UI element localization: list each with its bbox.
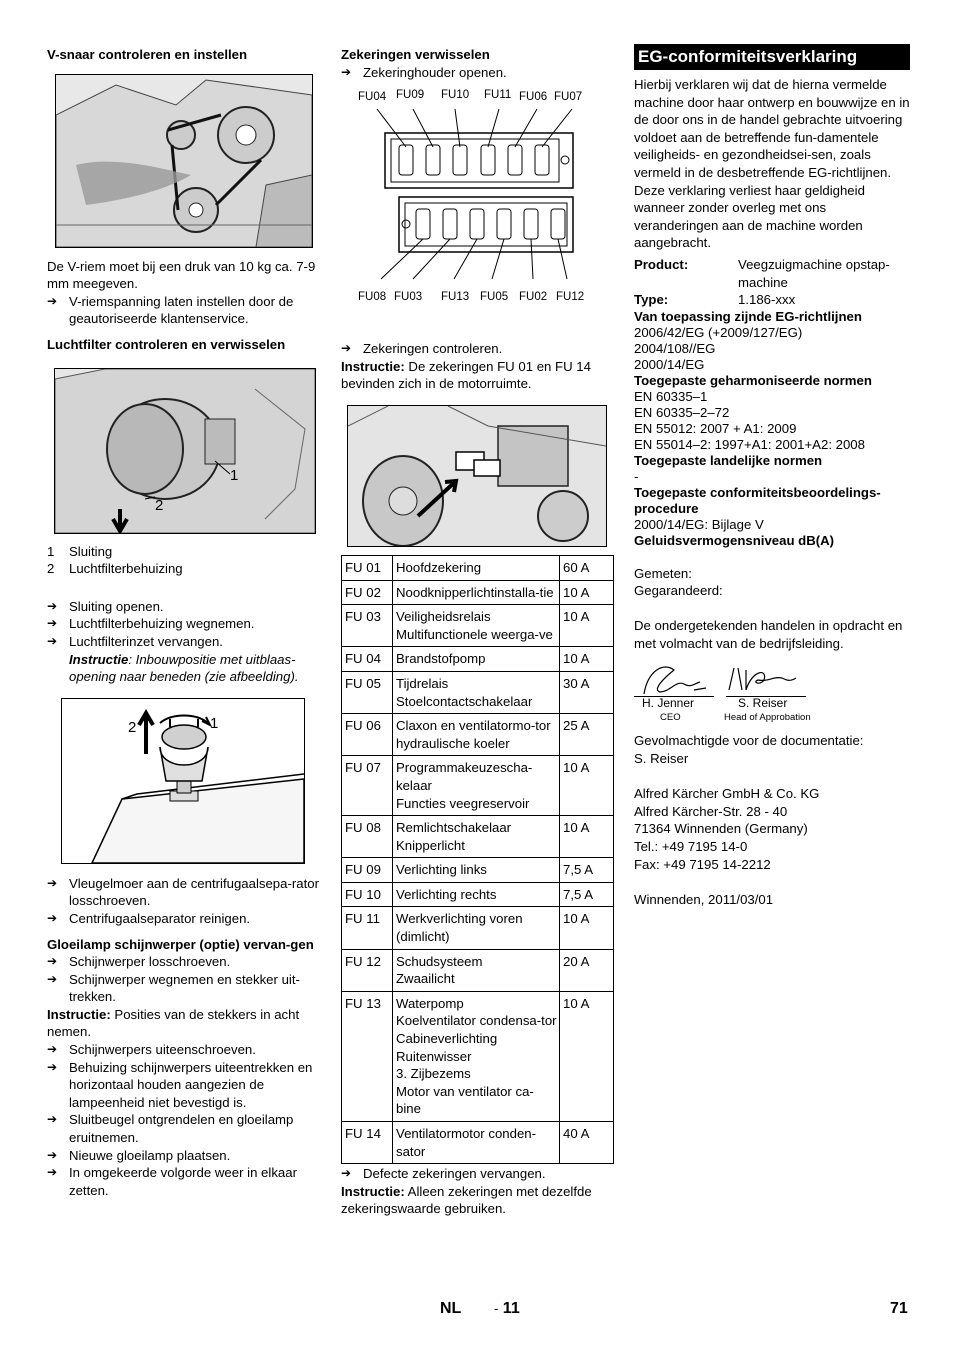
footer-language: NL	[440, 1300, 462, 1317]
fuse-id-cell: FU 02	[342, 580, 393, 605]
fuse-description-cell: Claxon en ventilatormo-tor hydraulische koeler	[393, 714, 560, 756]
fuse-rating-cell: 10 A	[560, 756, 614, 816]
separator-illustration	[62, 699, 304, 863]
engine-fuse-figure	[347, 405, 607, 547]
doc-label: Gevolmachtigde voor de documentatie:	[634, 733, 864, 749]
fuse-row	[342, 555, 614, 580]
vbelt-text: De V-riem moet bij een druk van 10 kg ca. 7-9 mm meegeven.	[47, 258, 316, 292]
fuse-rating-cell: 10 A	[560, 907, 614, 949]
vbelt-heading: V-snaar controleren en instellen	[47, 47, 248, 62]
engine-fuse-illustration	[348, 406, 606, 546]
fuse-id-cell: FU 12	[342, 949, 393, 991]
fuse-description-cell: Hoofdzekering	[393, 555, 560, 580]
fuse-id-cell: FU 13	[342, 991, 393, 1121]
type-row: Type: 1.186-xxx	[634, 292, 796, 308]
fuse-rating-cell: 10 A	[560, 816, 614, 858]
fuse-rating-cell: 7,5 A	[560, 882, 614, 907]
fuse-label: FU02	[519, 291, 548, 304]
step-item: ➔ Schijnwerper losschroeven.	[47, 953, 319, 971]
procedure-heading: Toegepaste conformiteitsbeoordelings-procedure	[634, 484, 881, 516]
fuse-row	[342, 882, 614, 907]
airfilter-heading: Luchtfilter controleren en verwisselen	[47, 336, 286, 352]
signature-graphic	[634, 660, 814, 700]
step-item: ➔ Zekeringhouder openen.	[341, 64, 613, 82]
fuse-label: FU09	[396, 89, 425, 102]
column-middle	[341, 44, 613, 1218]
separator-steps	[47, 875, 319, 928]
signer1-name: H. Jenner	[642, 696, 695, 711]
fuse-label: FU05	[480, 291, 509, 304]
step-item: ➔ Luchtfilterbehuizing wegnemen.	[47, 615, 319, 633]
fuse-label: FU03	[394, 291, 423, 304]
footer-page-number: - 11	[494, 1300, 520, 1317]
airfilter-illustration	[55, 369, 315, 533]
product-row: Product: Veegzuigmachine opstap-machine	[634, 256, 890, 290]
fuse-table-body	[342, 555, 614, 1163]
fuse-description-cell: Tijdrelais Stoelcontactschakelaar	[393, 671, 560, 713]
signer1-role: CEO	[660, 712, 681, 724]
procedure-value: 2000/14/EG: Bijlage V	[634, 516, 764, 532]
step-item: ➔ Vleugelmoer aan de centrifugaalsepa-rator losschroeven.	[47, 875, 319, 910]
directive-item: 2006/42/EG (+2009/127/EG)	[634, 324, 803, 340]
separator-figure	[61, 698, 305, 864]
fuse-row	[342, 580, 614, 605]
directive-item: 2004/108//EG	[634, 340, 716, 356]
legend-item: 1 Sluiting	[47, 543, 113, 559]
fuse-label: FU13	[441, 291, 470, 304]
separator-fig-label-2: 2	[128, 718, 137, 736]
fuse-row	[342, 714, 614, 756]
address-line: Fax: +49 7195 14-2212	[634, 856, 771, 872]
fuse-description-cell: Schudsysteem Zwaailicht	[393, 949, 560, 991]
step-item: ➔ Behuizing schijnwerpers uiteentrekken en horizontaal houden aangezien de lampeenheid niet bevestigd is.	[47, 1059, 319, 1112]
fuse-rating-cell: 60 A	[560, 555, 614, 580]
step-item: ➔ Zekeringen controleren.	[341, 340, 613, 358]
conformity-intro: Hierbij verklaren wij dat de hierna vermelde machine door haar ontwerp en bouwwijze en in de door ons in de handel gebrachte uitvoering voldoet aan de betreffende fun-damentele veiligheids- en gezondheidsei-sen, zoals vermeld in de desbetreffende EG-richtlijnen. Deze verklaring verliest haar geldigheid wanneer zonder overleg met ons veranderingen aan de machine worden aangebracht.	[634, 77, 910, 251]
fuses-heading: Zekeringen verwisselen	[341, 47, 490, 62]
fuse-id-cell: FU 03	[342, 605, 393, 647]
fuse-label: FU07	[554, 91, 583, 104]
airfilter-fig-label-2: 2	[155, 496, 164, 514]
fuse-description-cell: Verlichting rechts	[393, 882, 560, 907]
fuse-id-cell: FU 05	[342, 671, 393, 713]
fuse-id-cell: FU 01	[342, 555, 393, 580]
fuse-label: FU06	[519, 91, 548, 104]
column-left	[47, 44, 319, 1199]
fuse-description-cell: Waterpomp Koelventilator condensa-tor Cabineverlichting Ruitenwisser 3. Zijbezems Motor van ventilator ca-bine	[393, 991, 560, 1121]
airfilter-legend	[47, 543, 319, 578]
address-line: Tel.: +49 7195 14-0	[634, 839, 748, 855]
step-item: ➔ Luchtfilterinzet vervangen.	[47, 633, 319, 651]
airfilter-figure	[54, 368, 316, 534]
national-value: -	[634, 468, 639, 484]
harmonized-list	[634, 389, 910, 453]
step-item: ➔ Defecte zekeringen vervangen.	[341, 1165, 613, 1183]
fuse-row	[342, 756, 614, 816]
fuse-row	[342, 907, 614, 949]
fuses-instruction-2: Instructie: Alleen zekeringen met dezelfde zekeringswaarde gebruiken.	[341, 1183, 592, 1217]
step-item: ➔ Sluitbeugel ontgrendelen en gloeilamp eruitnemen.	[47, 1111, 319, 1146]
fuse-rating-cell: 10 A	[560, 991, 614, 1121]
vbelt-figure	[55, 74, 313, 248]
fuse-rating-cell: 25 A	[560, 714, 614, 756]
norm-item: EN 60335–2–72	[634, 404, 730, 420]
lamp-steps	[47, 953, 319, 1199]
step-item: ➔ Sluiting openen.	[47, 598, 319, 616]
harmonized-heading: Toegepaste geharmoniseerde normen	[634, 372, 872, 388]
fuse-description-cell: Verlichting links	[393, 858, 560, 883]
fuse-id-cell: FU 14	[342, 1122, 393, 1164]
fuse-id-cell: FU 07	[342, 756, 393, 816]
fuse-row	[342, 647, 614, 672]
company-address	[634, 785, 910, 873]
step-item: ➔ Schijnwerper wegnemen en stekker uit-trekken.	[47, 971, 319, 1006]
engine-belt-illustration	[56, 75, 312, 247]
directive-item: 2000/14/EG	[634, 356, 705, 372]
vbelt-step: ➔ V-riemspanning laten instellen door de geautoriseerde klantenservice.	[47, 293, 319, 328]
fuse-row	[342, 858, 614, 883]
fuse-label: FU12	[556, 291, 585, 304]
airfilter-steps	[47, 598, 319, 686]
fuse-description-cell: Werkverlichting voren (dimlicht)	[393, 907, 560, 949]
fuse-rating-cell: 20 A	[560, 949, 614, 991]
conformity-heading: EG-conformiteitsverklaring	[634, 44, 910, 70]
fuse-description-cell: Noodknipperlichtinstalla-tie	[393, 580, 560, 605]
fuse-id-cell: FU 08	[342, 816, 393, 858]
place-date: Winnenden, 2011/03/01	[634, 892, 774, 908]
address-line: Alfred Kärcher GmbH & Co. KG	[634, 786, 820, 802]
doc-name: S. Reiser	[634, 750, 689, 766]
step-item: ➔ In omgekeerde volgorde weer in elkaar zetten.	[47, 1164, 319, 1199]
fuse-rating-cell: 10 A	[560, 647, 614, 672]
fuse-id-cell: FU 04	[342, 647, 393, 672]
signer2-role: Head of Approbation	[724, 712, 811, 724]
address-line: Alfred Kärcher-Str. 28 - 40	[634, 803, 788, 819]
directives-list	[634, 325, 910, 373]
fuse-id-cell: FU 09	[342, 858, 393, 883]
lamp-heading: Gloeilamp schijnwerper (optie) vervan-gen	[47, 936, 314, 952]
column-right	[634, 44, 910, 909]
address-line: 71364 Winnenden (Germany)	[634, 821, 808, 837]
norm-item: EN 55014–2: 1997+A1: 2001+A2: 2008	[634, 436, 865, 452]
fuse-description-cell: Programmakeuzescha-kelaar Functies veegreservoir	[393, 756, 560, 816]
directives-heading: Van toepassing zijnde EG-richtlijnen	[634, 308, 862, 324]
noise-guaranteed: Gegarandeerd:	[634, 583, 723, 599]
fuse-row	[342, 671, 614, 713]
signatures	[634, 660, 910, 732]
national-heading: Toegepaste landelijke normen	[634, 452, 823, 468]
fuse-label: FU11	[484, 89, 512, 102]
fuse-row	[342, 949, 614, 991]
signers-text: De ondergetekenden handelen in opdracht en met volmacht van de bedrijfsleiding.	[634, 617, 903, 651]
footer-total-page: 71	[890, 1300, 908, 1317]
fuse-rating-cell: 30 A	[560, 671, 614, 713]
airfilter-fig-label-1: 1	[230, 466, 239, 484]
fuse-row	[342, 605, 614, 647]
fuse-description-cell: Brandstofpomp	[393, 647, 560, 672]
signer2-name: S. Reiser	[738, 696, 788, 711]
fuse-label: FU04	[358, 91, 387, 104]
legend-item: 2 Luchtfilterbehuizing	[47, 561, 183, 577]
fuse-label: FU10	[441, 89, 470, 102]
fuse-rating-cell: 7,5 A	[560, 858, 614, 883]
fuse-row	[342, 1122, 614, 1164]
step-item: ➔ Nieuwe gloeilamp plaatsen.	[47, 1147, 319, 1165]
fuse-rating-cell: 10 A	[560, 605, 614, 647]
norm-item: EN 55012: 2007 + A1: 2009	[634, 420, 797, 436]
step-item: ➔ Centrifugaalseparator reinigen.	[47, 910, 319, 928]
fuse-description-cell: Veiligheidsrelais Multifunctionele weerga-ve	[393, 605, 560, 647]
fuse-table	[341, 555, 614, 1164]
fuse-id-cell: FU 10	[342, 882, 393, 907]
separator-fig-label-1: 1	[210, 714, 219, 732]
fuse-holder-svg	[341, 101, 613, 286]
fuse-rating-cell: 10 A	[560, 580, 614, 605]
fuse-holder-diagram	[341, 89, 613, 304]
fuse-description-cell: Ventilatormotor conden-sator	[393, 1122, 560, 1164]
noise-measured: Gemeten:	[634, 565, 692, 581]
fuse-row	[342, 816, 614, 858]
lamp-instruction: Instructie: Posities van de stekkers in acht nemen.	[47, 1006, 300, 1040]
noise-heading: Geluidsvermogensniveau dB(A)	[634, 532, 835, 548]
airfilter-instruction: Instructie: Inbouwpositie met uitblaas-opening naar beneden (zie afbeelding).	[69, 651, 299, 685]
fuse-id-cell: FU 06	[342, 714, 393, 756]
step-item: ➔ Schijnwerpers uiteenschroeven.	[47, 1041, 319, 1059]
fuse-label: FU08	[358, 291, 387, 304]
fuses-instruction: Instructie: De zekeringen FU 01 en FU 14 bevinden zich in de motorruimte.	[341, 358, 591, 392]
fuse-rating-cell: 40 A	[560, 1122, 614, 1164]
fuse-id-cell: FU 11	[342, 907, 393, 949]
fuse-row	[342, 991, 614, 1121]
fuse-description-cell: Remlichtschakelaar Knipperlicht	[393, 816, 560, 858]
norm-item: EN 60335–1	[634, 388, 708, 404]
